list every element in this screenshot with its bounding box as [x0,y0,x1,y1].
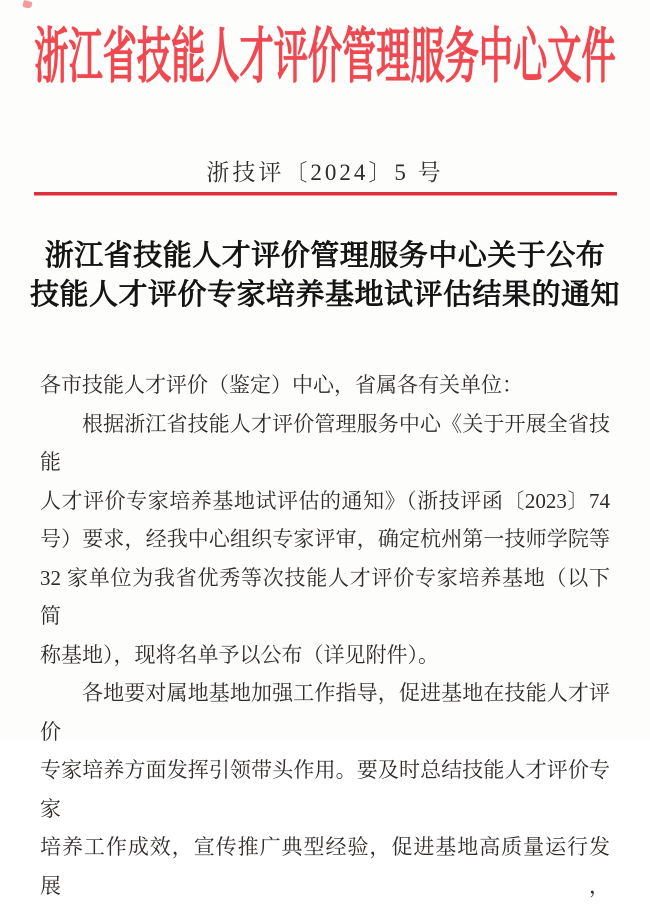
body-text-line: 专家培养方面发挥引领带头作用。要及时总结技能人才评价专家 [40,758,610,821]
body-text-line: 根据浙江省技能人才评价管理服务中心《关于开展全省技能 [40,411,610,474]
document-number: 浙技评〔2024〕5 号 [206,160,444,185]
issuing-agency-banner [0,14,650,100]
issuing-agency-name: 浙江省技能人才评价管理服务中心文件 [34,24,616,90]
document-body [40,366,610,905]
body-text-line: 培养工作成效，宣传推广典型经验，促进基地高质量运行发展， [40,835,610,898]
body-text-line: 号）要求，经我中心组织专家评审，确定杭州第一技师学院等 [40,527,610,551]
salutation-line: 各市技能人才评价（鉴定）中心，省属各有关单位： [40,373,523,397]
document-title [20,237,630,315]
scan-artifact-mark [22,0,32,9]
body-text-line: 称基地），现将名单予以公布（详见附件）。 [40,642,439,667]
body-text-line: 各地要对属地基地加强工作指导，促进基地在技能人才评价 [40,681,610,744]
document-title-line-2: 技能人才评价专家培养基地试评估结果的通知 [29,279,620,311]
body-text-line: 32 家单位为我省优秀等次技能人才评价专家培养基地（以下简 [40,565,610,628]
red-divider-line [34,192,617,195]
body-text-line: 人才评价专家培养基地试评估的通知》（浙技评函〔2023〕74 [40,488,610,513]
document-title-line-1: 浙江省技能人才评价管理服务中心关于公布 [44,240,606,272]
